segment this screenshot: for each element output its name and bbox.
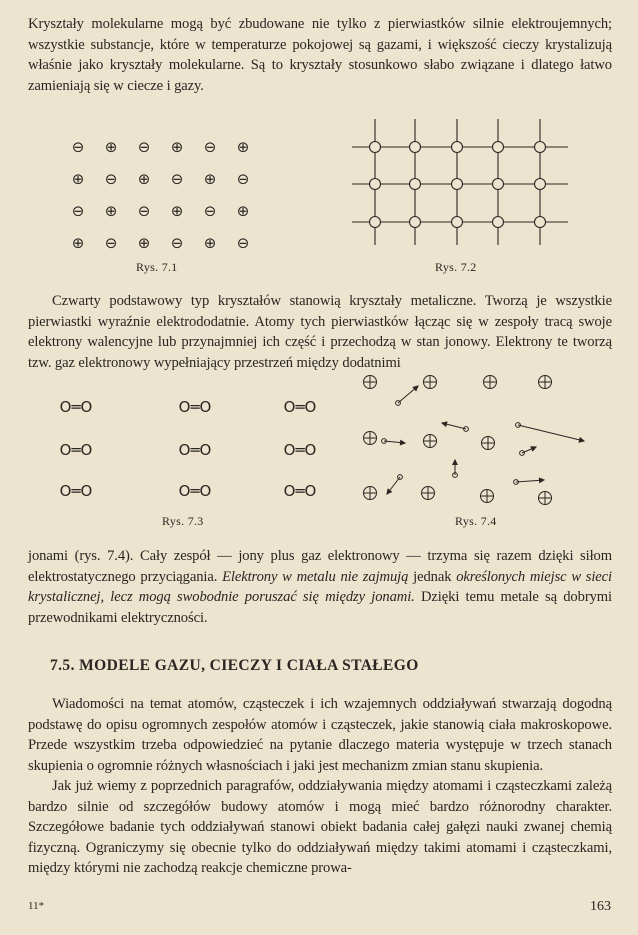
molecule: O═O — [59, 441, 93, 459]
negative-ion: ⊖ — [71, 202, 85, 220]
negative-ion: ⊖ — [137, 202, 151, 220]
text-segment: jednak — [408, 568, 457, 585]
negative-ion: ⊖ — [236, 234, 250, 252]
negative-ion: ⊖ — [236, 170, 250, 188]
paragraph-interactions: Jak już wiemy z poprzednich paragrafów, oddziaływania między atomami i cząsteczkami zależą bardzo silnie od szczegółów budowy atomów i mogą mieć bardzo różnorodny charakter. Szczegółowe badanie tych oddziaływań stanowi obiekt badania całej gałęzi nauki zwanej chemią fizyczną. Ograniczymy się obecnie tylko do oddziaływań między takimi atomami i cząsteczkami, między którymi nie zachodzą reakcje chemiczne prowa- — [28, 778, 612, 877]
positive-ion: ⊕ — [71, 234, 85, 252]
caption-fig-7-1: Rys. 7.1 — [136, 260, 178, 274]
arrow-head — [539, 478, 544, 482]
page-number: 163 — [590, 899, 611, 914]
molecule: O═O — [178, 482, 212, 500]
atom — [410, 179, 421, 190]
positive-ion: ⊕ — [236, 202, 250, 220]
paragraph-molecular-crystals: Kryształy molekularne mogą być zbudowane nie tylko z pierwiastków silnie elektroujemnych; wszystkie substancje, które w temperaturze pokojowej są gazami, i większość cieczy krystalizują właśnie jako kryształy molekularne. Są to kryształy stosunkowo słabo związane i dlatego łatwo zamieniają się w ciecze i gazy. — [28, 16, 612, 94]
negative-ion: ⊖ — [170, 170, 184, 188]
printer-signature: 11* — [28, 900, 45, 912]
positive-ion: ⊕ — [203, 170, 217, 188]
atom — [535, 217, 546, 228]
paragraph-electron-gas — [28, 546, 612, 628]
positive-ion: ⊕ — [137, 234, 151, 252]
arrow-head — [531, 447, 536, 451]
text-segment: jonami (rys. 7.4). Cały zespół — jony plus gaz elektronowy — trzyma się razem dzięki siłom elektrostatycznego przyciągania. — [28, 548, 612, 585]
figure-7-2-covalent-lattice — [352, 119, 568, 245]
negative-ion: ⊖ — [137, 138, 151, 156]
molecule: O═O — [283, 441, 317, 459]
molecule: O═O — [59, 482, 93, 500]
molecule: O═O — [59, 398, 93, 416]
figure-7-3-molecular-crystal — [60, 398, 317, 500]
atom — [452, 179, 463, 190]
atom — [535, 179, 546, 190]
negative-ion: ⊖ — [203, 138, 217, 156]
italic-segment: określonych miejsc w sieci krystalicznej, lecz mogą swobodnie poruszać się między jonami. — [28, 568, 612, 606]
figure-7-1-ionic-lattice — [72, 138, 250, 252]
positive-ion: ⊕ — [236, 138, 250, 156]
arrow-head — [400, 440, 405, 444]
negative-ion: ⊖ — [170, 234, 184, 252]
paragraph-metallic-crystals: Czwarty podstawowy typ kryształów stanowią kryształy metaliczne. Tworzą je wszystkie pierwiastki wyraźnie elektrododatnie. Atomy tych pierwiastków łącząc się w zespoły tracą swoje elektrony walencyjne lub przynajmniej ich część i przechodzą w stan jonowy. Elektrony te tworzą tzw. gaz elektronowy wypełniający przestrzeń między dodatnimi — [28, 293, 612, 371]
atom — [370, 142, 381, 153]
positive-ion: ⊕ — [203, 234, 217, 252]
atom — [452, 217, 463, 228]
atom — [452, 142, 463, 153]
caption-fig-7-3: Rys. 7.3 — [162, 514, 204, 528]
negative-ion: ⊖ — [71, 138, 85, 156]
atom — [370, 217, 381, 228]
atom — [493, 142, 504, 153]
positive-ion: ⊕ — [170, 138, 184, 156]
molecule: O═O — [283, 482, 317, 500]
arrow-head — [442, 422, 447, 426]
atom — [410, 217, 421, 228]
positive-ion: ⊕ — [104, 138, 118, 156]
caption-fig-7-4: Rys. 7.4 — [455, 514, 497, 528]
atom — [535, 142, 546, 153]
negative-ion: ⊖ — [203, 202, 217, 220]
positive-ion: ⊕ — [71, 170, 85, 188]
atom — [493, 217, 504, 228]
atom — [410, 142, 421, 153]
section-heading: 7.5. MODELE GAZU, CIECZY I CIAŁA STAŁEGO — [50, 657, 419, 674]
molecule: O═O — [178, 441, 212, 459]
text-segment: Dzięki temu metale są dobrymi przewodnikami elektryczności. — [28, 589, 612, 626]
paragraph-states-of-matter: Wiadomości na temat atomów, cząsteczek i ich wzajemnych oddziaływań stwarzają dogodną podstawę do opisu ogromnych zespołów atomów i cząsteczek, jakie stanowią ciała makroskopowe. Przede wszystkim trzeba odpowiedzieć na pytanie dlaczego materia występuje w trzech stanach skupienia o ogromnie różnych własnościach i jaki jest mechanizm zmian stanu skupienia. — [28, 696, 612, 774]
figure-7-4-metallic-crystal — [364, 376, 585, 505]
velocity-arrow — [518, 425, 584, 441]
positive-ion: ⊕ — [137, 170, 151, 188]
negative-ion: ⊖ — [104, 170, 118, 188]
arrow-head — [453, 460, 457, 465]
molecule: O═O — [178, 398, 212, 416]
caption-fig-7-2: Rys. 7.2 — [435, 260, 477, 274]
atom — [493, 179, 504, 190]
negative-ion: ⊖ — [104, 234, 118, 252]
positive-ion: ⊕ — [170, 202, 184, 220]
molecule: O═O — [283, 398, 317, 416]
italic-segment: Elektrony w metalu nie zajmują — [222, 568, 409, 585]
atom — [370, 179, 381, 190]
arrow-head — [579, 438, 584, 442]
positive-ion: ⊕ — [104, 202, 118, 220]
